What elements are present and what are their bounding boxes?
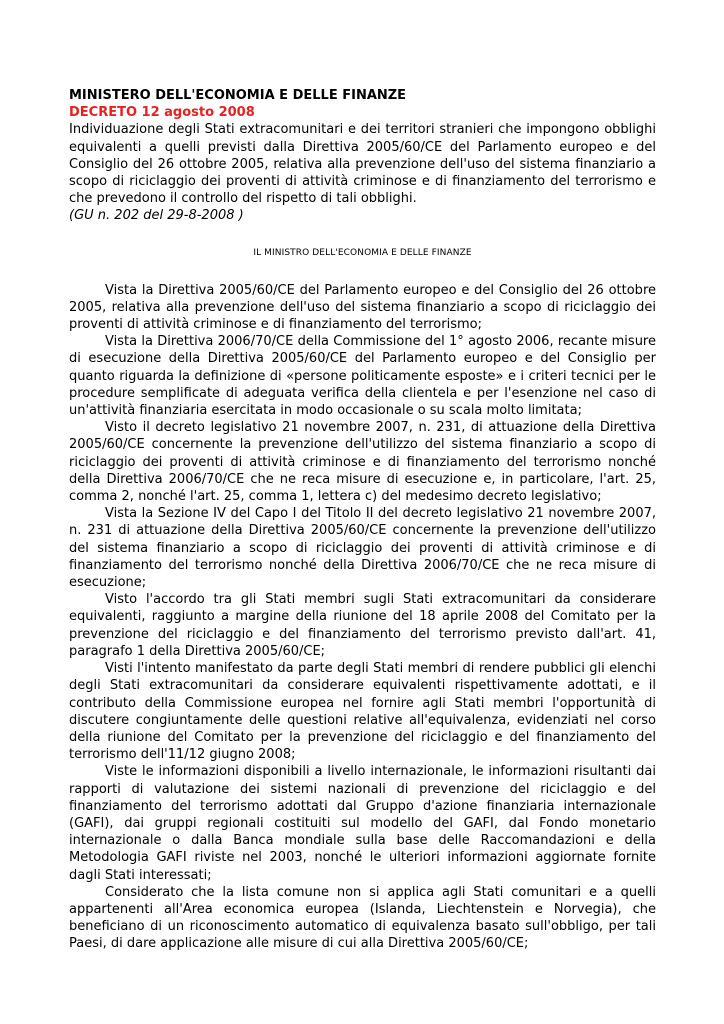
recital-paragraph: Vista la Direttiva 2005/60/CE del Parlamento europeo e del Consiglio del 26 ottobre 2005, relativa alla prevenzione dell'uso del sistema finanziario a scopo di riciclaggio dei proventi di attività criminose e di finanziamento del terrorismo; [69,282,656,333]
ministry-heading: MINISTERO DELL'ECONOMIA E DELLE FINANZE [69,88,407,103]
recital-paragraph: Visti l'intento manifestato da parte degli Stati membri di rendere pubblici gli elenchi degli Stati extracomunitari da considerare equivalenti rispettivamente adottati, e il contributo della Commissione europea nel fornire agli Stati membri l'opportunità di discutere congiuntamente delle questioni relative all'equivalenza, evidenziati nel corso della riunione del Comitato per la prevenzione del riciclaggio e del finanziamento del terrorismo dell'11/12 giugno 2008; [69,661,656,763]
recital-paragraph: Vista la Sezione IV del Capo I del Titolo II del decreto legislativo 21 novembre 2007, n. 231 di attuazione della Direttiva 2005/60/CE concernente la prevenzione dell'utilizzo del sistema finanziario a scopo di riciclaggio dei proventi di attività criminose e di finanziamento del terrorismo nonché della Direttiva 2006/70/CE che ne reca misure di esecuzione; [69,506,656,591]
minister-heading: IL MINISTRO DELL'ECONOMIA E DELLE FINANZE [253,247,472,258]
recital-paragraph: Considerato che la lista comune non si applica agli Stati comunitari e a quelli appartenenti all'Area economica europea (Islanda, Liechtenstein e Norvegia), che beneficiano di un riconoscimento automatico di equivalenza basato sull'obbligo, per tali Paesi, di dare applicazione alle misure di cui alla Direttiva 2005/60/CE; [69,884,656,952]
decree-subject: Individuazione degli Stati extracomunitari e dei territori stranieri che impongono obblighi equivalenti a quelli previsti dalla Direttiva 2005/60/CE del Parlamento europeo e del Consiglio del 26 ottobre 2005, relativa alla prevenzione dell'uso del sistema finanziario a scopo di riciclaggio dei proventi di attività criminose e di finanziamento del terrorismo e che prevedono il controllo del rispetto di tali obblighi. [69,122,656,207]
recital-paragraph: Visto l'accordo tra gli Stati membri sugli Stati extracomunitari da considerare equivalenti, raggiunto a margine della riunione del 18 aprile 2008 del Comitato per la prevenzione del riciclaggio e del finanziamento del terrorismo previsto dall'art. 41, paragrafo 1 della Direttiva 2005/60/CE; [69,592,656,659]
recital-paragraph: Viste le informazioni disponibili a livello internazionale, le informazioni risultanti dai rapporti di valutazione dei sistemi nazionali di prevenzione del riciclaggio e del finanziamento del terrorismo adottati dal Gruppo d'azione finanziaria internazionale (GAFI), dai gruppi regionali costituiti sul modello del GAFI, dal Fondo monetario internazionale o dalla Banca mondiale sulla base delle Raccomandazioni e della Metodologia GAFI riviste nel 2003, nonché le ulteriori informazioni aggiornate fornite dagli Stati interessati; [69,764,656,883]
gazette-reference: (GU n. 202 del 29-8-2008 ) [69,208,244,224]
recitals [69,282,656,953]
recital-paragraph: Vista la Direttiva 2006/70/CE della Commissione del 1° agosto 2006, recante misure di esecuzione della Direttiva 2005/60/CE del Parlamento europeo e del Consiglio per quanto riguarda la definizione di «persone politicamente esposte» e i criteri tecnici per le procedure semplificate di adeguata verifica della clientela e per l'esenzione nel caso di un'attività finanziaria esercitata in modo occasionale o su scala molto limitata; [69,334,656,419]
recital-paragraph: Visto il decreto legislativo 21 novembre 2007, n. 231, di attuazione della Direttiva 2005/60/CE concernente la prevenzione dell'utilizzo del sistema finanziario a scopo di riciclaggio dei proventi di attività criminose e di finanziamento del terrorismo nonché della Direttiva 2006/70/CE che ne reca misure di esecuzione e, in particolare, l'art. 25, comma 2, nonché l'art. 25, comma 1, lettera c) del medesimo decreto legislativo; [69,420,656,505]
document-page [69,87,656,953]
decree-title: DECRETO 12 agosto 2008 [69,105,255,121]
